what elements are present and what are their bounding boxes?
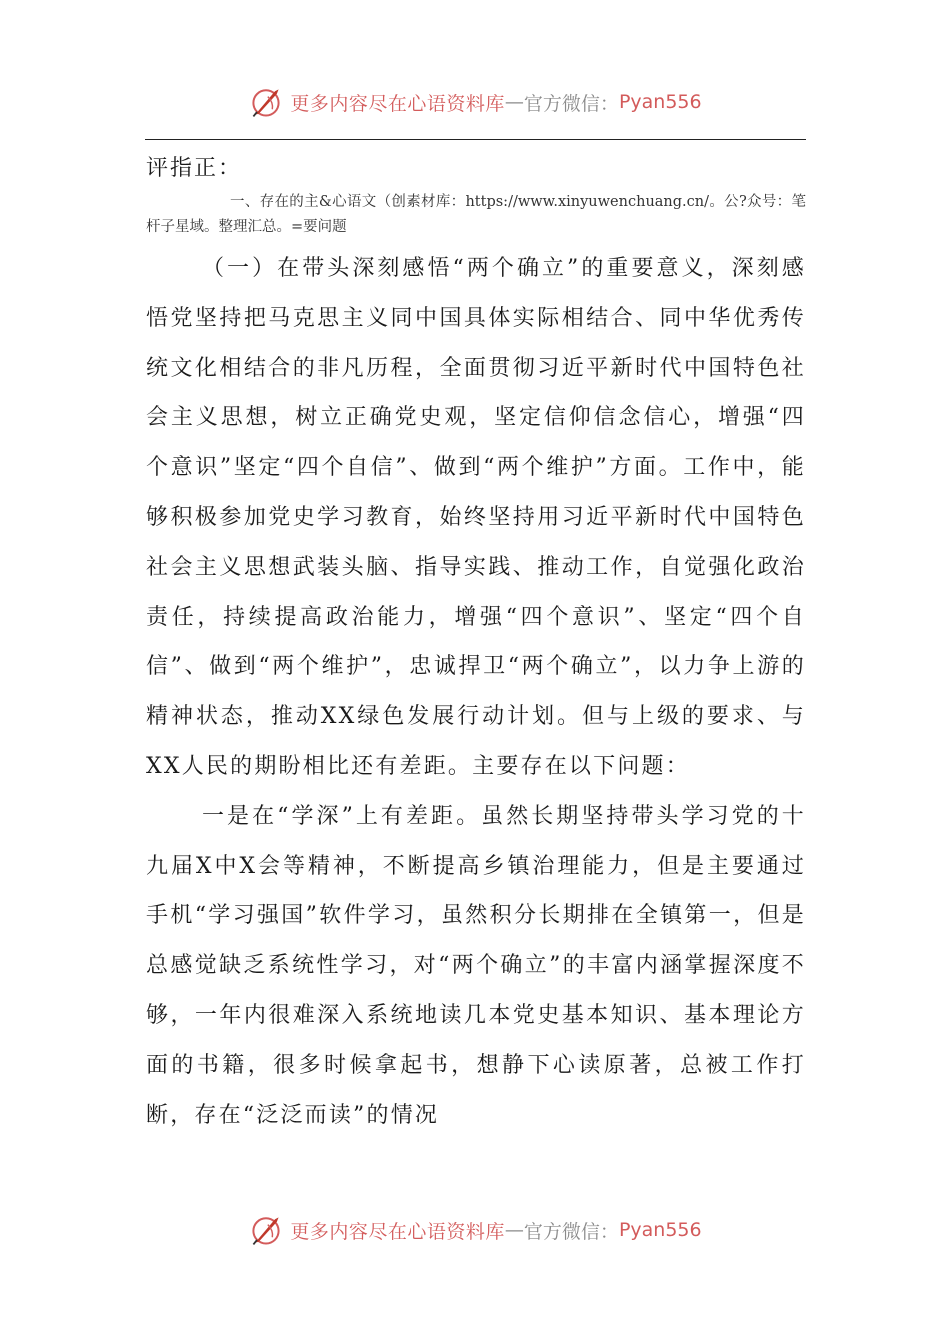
opening-line: 评指正：	[146, 156, 243, 181]
banner-official-label: 官方微信：	[523, 92, 619, 115]
document-body	[146, 152, 806, 1140]
banner-site-text: 更多内容尽在心语资料库	[290, 92, 505, 115]
paragraph-2: 一是在“学深”上有差距。虽然长期坚持带头学习党的十九届X中X会等精神，不断提高乡镇治理能力，但是主要通过手机“学习强国”软件学习，虽然积分长期排在全镇第一，但是总感觉缺乏系统性学习，对“两个确立”的丰富内涵掌握深度不够，一年内很难深入系统地读几本党史基本知识、基本理论方面的书籍，很多时候拿起书，想静下心读原著，总被工作打断，存在“泛泛而读”的情况	[146, 803, 806, 1128]
header-banner	[0, 84, 950, 120]
quill-logo-icon	[248, 84, 284, 120]
footer-dash: —	[504, 1219, 524, 1241]
header-divider	[145, 139, 806, 140]
footer-banner	[0, 1212, 950, 1248]
banner-wechat-id: Pyan556	[618, 91, 702, 113]
paragraph-1: （一）在带头深刻感悟“两个确立”的重要意义，深刻感悟党坚持把马克思主义同中国具体实际相结合、同中华优秀传统文化相结合的非凡历程，全面贯彻习近平新时代中国特色社会主义思想，树立正确党史观，坚定信仰信念信心，增强“四个意识”坚定“四个自信”、做到“两个维护”方面。工作中，能够积极参加党史学习教育，始终坚持用习近平新时代中国特色社会主义思想武装头脑、指导实践、推动工作，自觉强化政治责任，持续提高政治能力，增强“四个意识”、坚定“四个自信”、做到“两个维护”，忠诚捍卫“两个确立”，以力争上游的精神状态，推动XX绿色发展行动计划。但与上级的要求、与XX人民的期盼相比还有差距。主要存在以下问题：	[146, 256, 806, 779]
footer-site-text: 更多内容尽在心语资料库	[290, 1220, 505, 1243]
banner-dash: —	[504, 91, 524, 113]
quill-logo-icon	[248, 1212, 284, 1248]
footer-official-label: 官方微信：	[523, 1220, 619, 1243]
source-note: 一、存在的主&心语文（创素材库：https://www.xinyuwenchuang.cn/。公?众号：笔杆子星域。整理汇总。=要问题	[146, 194, 806, 235]
footer-wechat-id: Pyan556	[618, 1219, 702, 1241]
